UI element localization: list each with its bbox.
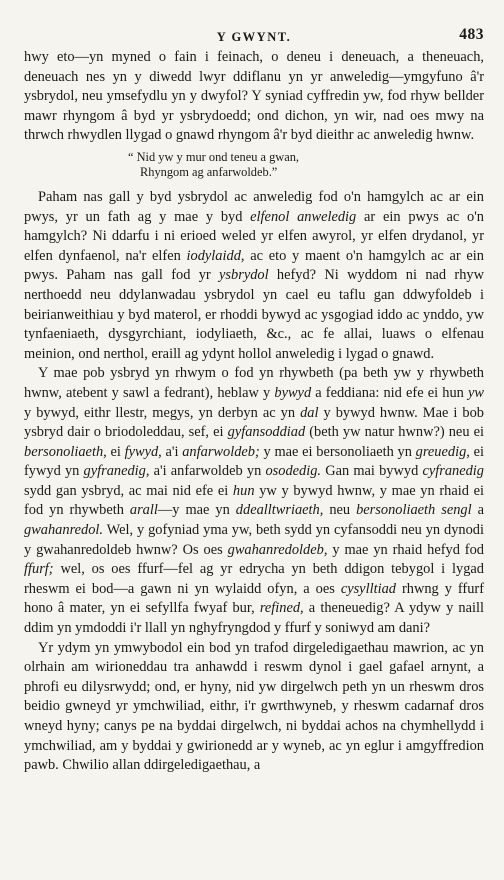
italic-text: yw — [467, 384, 484, 401]
page-header — [24, 26, 484, 48]
text-run: y mae ei bersonoliaeth yn — [259, 443, 416, 460]
text-run: ei — [106, 443, 125, 460]
text-run: sydd gan ysbryd, ac mai nid efe ei — [24, 482, 233, 499]
italic-text: gyfansoddiad — [227, 424, 306, 441]
text-run: y bywyd hwnw. Mae i bob ysbryd dair o briodoleddau, sef, ei — [24, 404, 484, 441]
italic-text: bersonoliaeth sengl — [356, 502, 472, 519]
italic-text: greuedig, — [415, 443, 470, 460]
text-run: Y mae pob ysbryd yn rhwym o fod yn rhywbeth (pa beth yw y rhywbeth hwnw, atebent y sawl a fedrant), heblaw y — [24, 365, 484, 401]
italic-text: cysylltiad — [340, 580, 396, 597]
block-quote — [128, 150, 484, 181]
italic-text: osodedig. — [265, 463, 322, 480]
italic-text: ysbrydol — [219, 267, 269, 284]
text-run: hefyd? Ni wyddom ni nad rhyw nerthoedd neu ddylanwadau ysbrydol yn cael eu taflu gan ddwyfoldeb i beirianweithiau y byd materol, er rhoddi bywyd ac ysgogiad iddo ac ynddo, yw tynfaeniaeth, dysgyrchiant, iodyliaeth, &c., ac fe allai, luaws o elfenau meinion, ond nerthol, eraill ag ydynt hollol anweledig i lygad o gnawd. — [24, 267, 484, 362]
italic-text: ddealltwriaeth, — [235, 502, 324, 519]
text-run: a feddiana: nid efe ei hun — [311, 384, 468, 401]
text-run: hwy eto—yn myned o fain i feinach, o deneu i deneuach, a theneuach, deneuach nes yn y diwedd lwyr ddiflanu yn yr anweledig—ymgyfuno â'r ysbrydol, neu ymsefydlu yn y dwyfol? Y syniad cyffredin yw, fod rhyw bellder mawr rhyngom â byd yr ysbrydoedd; ond dichon, yn wir, nad oes mwy na thrwch rhwydlen llygad o gnawd rhyngom â'r byd dieithr ac anweledig hwnw. — [24, 49, 484, 144]
text-run: a — [471, 502, 484, 519]
italic-text: cyfranedig — [422, 463, 484, 480]
paragraph — [24, 48, 484, 146]
italic-text: ffurf; — [24, 561, 54, 578]
text-run: wel, os oes ffurf—fel ag yr edrycha yn beth ddigon tebygol i lygad rheswm ei bod—a gawn ni yn wylaidd ofyn, a oes — [24, 561, 484, 597]
quote-line: Rhyngom ag anfarwoldeb.” — [140, 165, 278, 180]
text-run: y mae yn rhaid hefyd fod — [327, 541, 484, 558]
text-run: Yr ydym yn ymwybodol ein bod yn trafod dirgeledigaethau mawrion, ac yn olrhain am wirioneddau tra anhawdd i reswm dynol i gael gafael arnynt, a phrofi eu dilysrwydd; ond, er hyny, nid yw dirgelwch peth yn un rheswm dros beidio gwneyd yr ymchwiliad, eithr, i'r gwrthwyneb, y rheswm cadarnaf dros wneyd hyny; canys pe na byddai dirgelwch, ni byddai achos na chymhellydd i ymchwiliad, am y byddai y gwirionedd ar y wyneb, ac yn eglur i amgyffredion pawb. Chwilio allan ddirgeledigaethau, a — [24, 639, 484, 774]
quote-line: “ Nid yw y mur ond teneu a gwan, — [128, 149, 300, 164]
paragraph — [24, 188, 484, 364]
text-run: a'i — [161, 443, 183, 460]
body-text — [24, 48, 484, 776]
text-run: Gan mai bywyd — [321, 463, 423, 480]
italic-text: refined, — [259, 600, 304, 617]
page-number: 483 — [459, 26, 484, 43]
text-run: Paham nas gall y byd ysbrydol ac anweledig fod o'n hamgylch ac ar ein pwys, yr un fath ag y mae y byd — [24, 188, 484, 225]
italic-text: elfenol anweledig — [250, 208, 357, 225]
italic-text: bersonoliaeth, — [24, 443, 107, 460]
italic-text: gwahanredoldeb, — [227, 541, 328, 558]
text-run: Wel, y gofyniad yma yw, beth sydd yn cyfansoddi neu yn dynodi y gwahanredoldeb hwnw? Os oes — [24, 522, 484, 558]
italic-text: hun — [232, 482, 255, 499]
italic-text: dal — [300, 404, 319, 421]
text-run: a theneuedig? A ydyw y naill ddim yn ymdoddi i'r llall yn nghyfryngdod y ffurf y soniwyd am dani? — [24, 600, 484, 637]
paragraph — [24, 364, 484, 638]
text-run: —y mae yn — [157, 502, 236, 519]
text-run: y bywyd, eithr llestr, megys, yn derbyn ac yn — [24, 404, 301, 421]
running-head: Y GWYNT. — [216, 30, 292, 44]
text-run: neu — [323, 502, 357, 519]
italic-text: gyfranedig, — [83, 463, 150, 480]
italic-text: iodylaidd, — [186, 247, 245, 264]
text-run: rhwng y ffurf hono â mater, yn ei sefyllfa fwyaf bur, — [24, 580, 484, 617]
text-run: ac eto y maent o'n hamgylch ac ar ein pwys. Paham nas gall fod yr — [24, 247, 484, 284]
text-run: a'i anfarwoldeb yn — [149, 463, 266, 480]
text-run: yw y bywyd hwnw, y mae yn rhaid ei fod yn rhywbeth — [24, 482, 484, 519]
italic-text: bywyd — [274, 384, 312, 401]
italic-text: anfarwoldeb; — [182, 443, 260, 460]
text-run: (beth yw natur hwnw?) neu ei — [305, 424, 484, 441]
paragraph — [24, 639, 484, 776]
text-run: ei fywyd yn — [24, 443, 484, 480]
italic-text: fywyd, — [124, 443, 162, 460]
italic-text: gwahanredol. — [24, 522, 104, 539]
italic-text: arall — [129, 502, 158, 519]
text-run: ar ein pwys ac o'n hamgylch? Ni ddarfu i ni erioed weled yr elfen awyrol, yr elfen drydanol, yr elfen dynfaenol, na'r elfen — [24, 208, 484, 264]
